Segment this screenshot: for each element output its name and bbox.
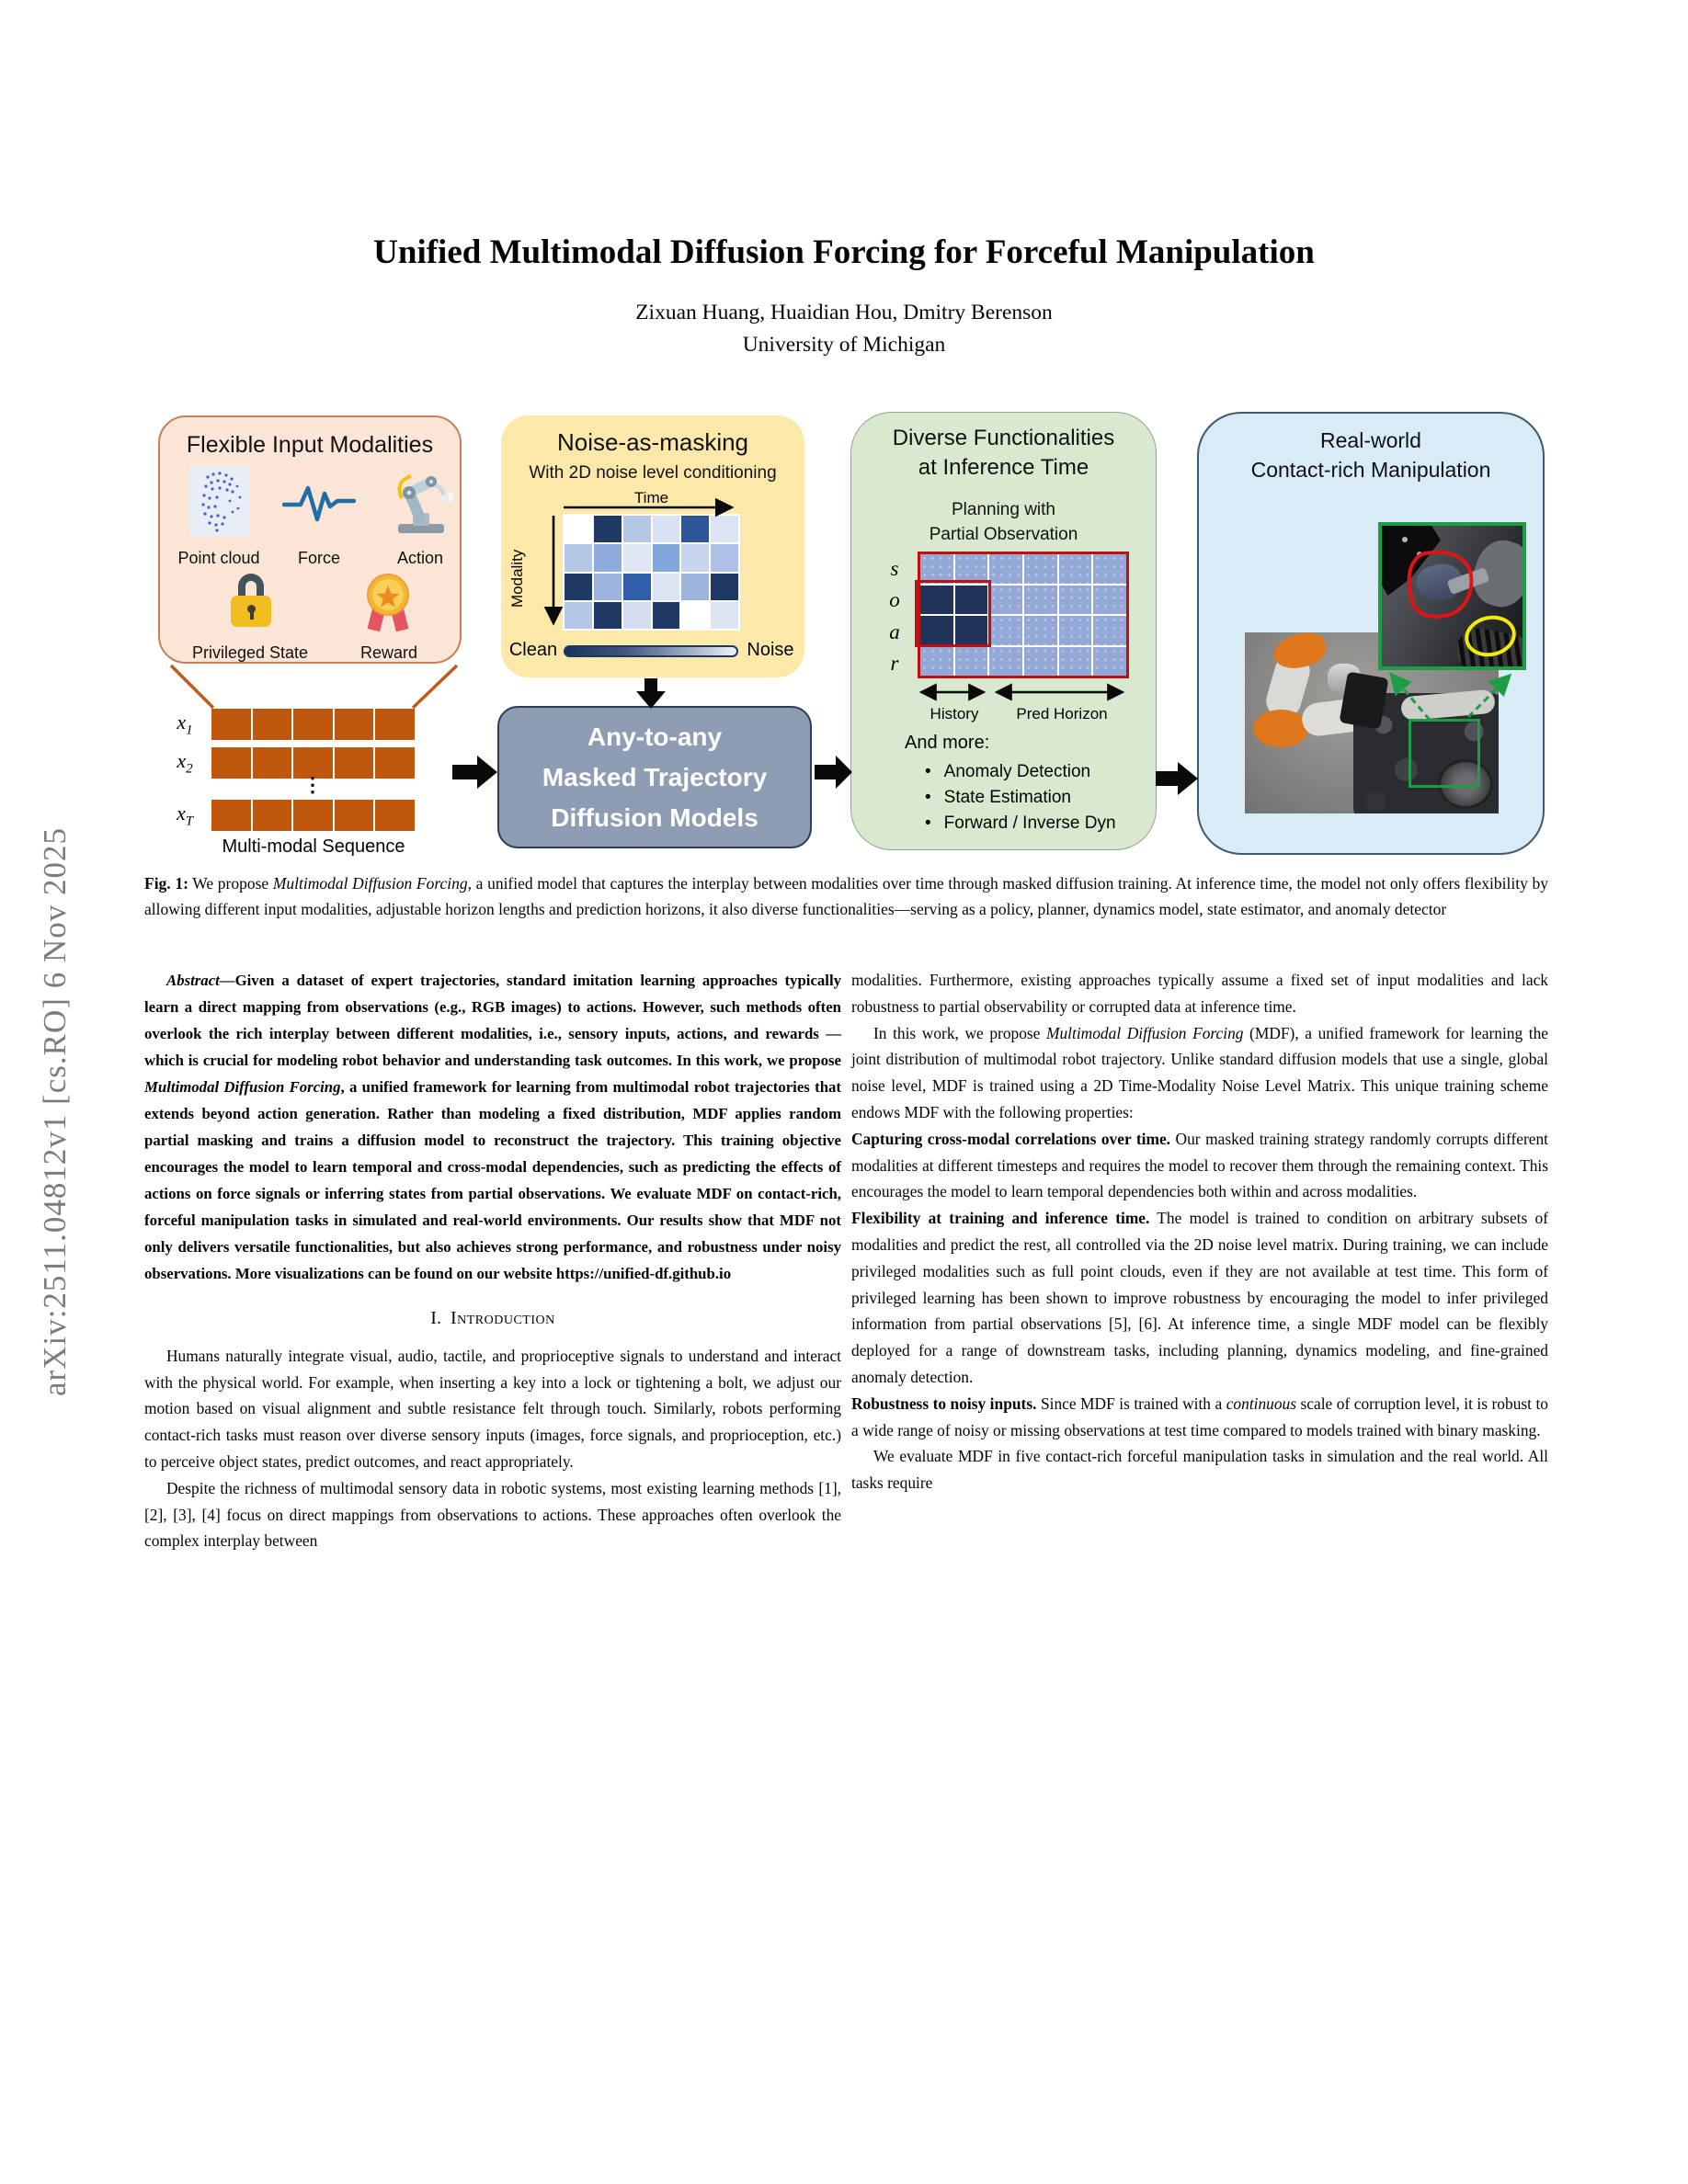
sequence-row-1	[158, 709, 415, 740]
body-text: In this work, we propose	[873, 1023, 1046, 1042]
zoom-inset-image	[1378, 522, 1526, 670]
planning-cell	[1024, 616, 1057, 645]
clean-noise-gradient-bar	[564, 645, 738, 657]
and-more-label: And more:	[905, 733, 990, 753]
abstract-italic: Multimodal Diffusion Forcing	[144, 1078, 341, 1096]
sequence-cell	[375, 800, 415, 831]
reward-medal-icon	[363, 572, 415, 634]
bullet-state-estimation	[925, 788, 1146, 808]
paper-title: Unified Multimodal Diffusion Forcing for Forceful Manipulation	[373, 233, 1315, 271]
sequence-cell	[211, 747, 251, 779]
noise-cell	[565, 602, 592, 629]
intro-paragraph-2: Despite the richness of multimodal sensory data in robotic systems, most existing learning methods [1], [2], [3], [4] focus on direct mappings from observations to actions. These approaches often overlook the complex interplay between	[144, 1478, 841, 1551]
sequence-label-x2: $x_2$	[177, 748, 193, 777]
flow-arrow-down	[636, 678, 666, 709]
bold-lead-in: Capturing cross-modal correlations over time.	[851, 1129, 1171, 1148]
panel-real-title-line2: Contact-rich Manipulation	[1250, 458, 1491, 482]
bold-lead-in: Flexibility at training and inference time.	[851, 1209, 1150, 1228]
model-box-line2: Masked Trajectory	[542, 762, 768, 791]
abstract-label: Abstract—	[166, 972, 235, 989]
sequence-cell	[253, 800, 292, 831]
sequence-label-xT: $x_T$	[176, 801, 194, 829]
sequence-cell	[375, 709, 415, 740]
body-paragraph-continuation: modalities. Furthermore, existing approaches typically assume a fixed set of input modalities and lack robustness to partial observability or corrupted data at inference time.	[851, 971, 1548, 1016]
noise-cell	[565, 574, 592, 600]
label-reward: Reward	[359, 643, 418, 662]
lock-icon	[224, 572, 278, 632]
planning-cell-masked	[920, 586, 953, 615]
noise-cell	[623, 544, 651, 571]
panel-input-modalities	[158, 415, 462, 664]
noise-cell	[653, 602, 680, 629]
noise-cell	[594, 602, 622, 629]
two-column-body	[144, 967, 1548, 1554]
sequence-cell	[375, 747, 415, 779]
robot-gripper	[1339, 672, 1388, 730]
noise-cell	[594, 544, 622, 571]
clean-label: Clean	[508, 640, 558, 660]
body-text: scale of corruption level, it is robust to a wide range of noisy or missing observations at test time compared to models trained with binary masking.	[851, 1393, 1549, 1439]
body-text: The model is trained to condition on arbitrary subsets of modalities and predict the rest, all controlled via the 2D noise level matrix. During training, we can include privileged modalities such as full point clouds, even if they are not available at test time. This form of privileged learning has been shown to improve robustness by encouraging the model to infer privileged information from partial observations [5], [6]. At inference time, a single MDF model can be flexibly deployed for a range of downstream tasks, including planning, dynamics modeling, and fine-grained anomaly detection.	[851, 1209, 1548, 1386]
planning-cell-masked	[955, 586, 988, 615]
noise-cell	[681, 602, 709, 629]
bullet-text: Forward / Inverse Dyn	[943, 813, 1116, 833]
noise-cell	[565, 544, 592, 571]
noise-cell	[711, 574, 738, 600]
body-text: Our masked training strategy randomly corrupts different modalities at different timesteps and requires the model to recover them through the remaining context. This encourages the model to learn temporal dependencies both within and across modalities.	[851, 1129, 1548, 1201]
sequence-row-2	[158, 747, 415, 779]
planning-cell-masked	[920, 616, 953, 645]
panel-real-title-line1: Real-world	[1320, 428, 1421, 452]
diffusion-model-box	[497, 706, 812, 848]
panel-noise-subtitle: With 2D noise level conditioning	[529, 463, 777, 483]
panel-functions-subtitle-line1: Planning with	[951, 500, 1056, 519]
sequence-cells	[211, 800, 415, 831]
planning-cell	[989, 616, 1022, 645]
noise-cell	[681, 574, 709, 600]
label-action: Action	[396, 549, 444, 567]
row-label-r: r	[890, 652, 899, 675]
body-italic: Multimodal Diffusion Forcing	[1046, 1023, 1244, 1042]
body-text: Since MDF is trained with a	[1036, 1393, 1226, 1413]
planning-cell-masked	[955, 616, 988, 645]
noise-cell	[623, 516, 651, 542]
sequence-cell	[253, 747, 292, 779]
sequence-cell	[211, 709, 251, 740]
planning-cell	[955, 554, 988, 584]
section-title: Introduction	[450, 1308, 555, 1328]
robot-orange-elbow	[1253, 710, 1308, 747]
planning-cell	[920, 647, 953, 677]
bullet-text: Anomaly Detection	[943, 762, 1091, 781]
caption-italic: Multimodal Diffusion Forcing	[272, 874, 468, 893]
sequence-label-x1: $x_1$	[177, 710, 193, 738]
sequence-row-T	[158, 800, 415, 831]
sequence-cell	[335, 709, 374, 740]
noise-cell	[653, 574, 680, 600]
flow-arrow-right-3	[1156, 762, 1198, 795]
row-label-a: a	[889, 620, 900, 643]
red-annotation-outline	[1403, 545, 1478, 621]
bullet-anomaly-detection	[925, 762, 1146, 782]
bullet-icon: •	[925, 813, 931, 833]
abstract-text: , a unified framework for learning from multimodal robot trajectories that extends beyond action generation. Rather than modeling a fixed distribution, MDF applies random partial masking and trains a diffusion model to reconstruct the trajectory. This training objective encourages the model to learn temporal and cross-modal dependencies, such as predicting the effects of actions on force signals or inferring states from partial observations. We evaluate MDF on contact-rich, forceful manipulation tasks in simulated and real-world environments. Our results show that MDF not only delivers versatile functionalities, but also achieves strong performance, and robustness under noisy observations. More visualizations can be found on our website https://unified-df.github.io	[144, 1078, 842, 1282]
arxiv-watermark: arXiv:2511.04812v1 [cs.RO] 6 Nov 2025	[37, 827, 73, 1397]
paper-authors: Zixuan Huang, Huaidian Hou, Dmitry Berenson	[635, 301, 1053, 324]
planning-cell	[1059, 616, 1092, 645]
label-point-cloud: Point cloud	[177, 549, 260, 567]
noise-cell	[653, 516, 680, 542]
planning-cell	[1093, 616, 1126, 645]
noise-label: Noise	[747, 640, 794, 660]
point-cloud-icon	[189, 466, 250, 540]
model-box-line1: Any-to-any	[587, 722, 723, 751]
flow-arrow-right-2	[815, 756, 852, 789]
planning-cell	[1024, 586, 1057, 615]
sequence-cell	[335, 747, 374, 779]
planning-cell	[989, 554, 1022, 584]
planning-cell	[1059, 554, 1092, 584]
right-column	[851, 967, 1548, 1554]
bullet-text: State Estimation	[943, 788, 1071, 807]
noise-cell	[653, 544, 680, 571]
panel-noise-as-masking	[501, 415, 804, 677]
body-paragraph-evaluation: We evaluate MDF in five contact-rich forceful manipulation tasks in simulation and the real world. All tasks require	[851, 1447, 1548, 1493]
noise-cell	[623, 602, 651, 629]
section-heading-introduction	[144, 1305, 841, 1332]
body-paragraph-robustness	[851, 1391, 1548, 1444]
sequence-cell	[293, 800, 333, 831]
noise-cell	[594, 574, 622, 600]
label-force: Force	[297, 549, 341, 567]
noise-cell	[565, 516, 592, 542]
label-privileged-state: Privileged State	[191, 643, 309, 662]
planning-cell	[1024, 647, 1057, 677]
figure-caption	[144, 871, 1548, 922]
planning-cell	[989, 586, 1022, 615]
funnel-line-left	[171, 665, 213, 708]
sequence-cell	[211, 800, 251, 831]
row-label-o: o	[889, 588, 900, 611]
planning-cell	[989, 647, 1022, 677]
panel-diverse-functionalities	[850, 412, 1157, 850]
left-column	[144, 967, 841, 1554]
panel-input-title: Flexible Input Modalities	[186, 432, 434, 458]
model-box-line3: Diffusion Models	[551, 802, 758, 832]
force-signal-icon	[282, 477, 356, 533]
body-paragraph-capturing	[851, 1126, 1548, 1205]
body-italic: continuous	[1226, 1393, 1297, 1413]
row-label-s: s	[890, 557, 899, 580]
section-number: I.	[430, 1308, 441, 1328]
noise-cell	[681, 516, 709, 542]
bullet-forward-inverse-dyn	[925, 813, 1146, 834]
bullet-icon: •	[925, 788, 931, 807]
noise-grid	[563, 514, 740, 631]
planning-cell	[920, 554, 953, 584]
panel-real-world	[1197, 412, 1545, 855]
sequence-cell	[253, 709, 292, 740]
sequence-caption: Multi-modal Sequence	[222, 836, 405, 857]
sequence-cells	[211, 709, 415, 740]
sequence-ellipsis: ⋮	[302, 773, 323, 796]
figure-1	[0, 404, 1688, 869]
noise-cell	[711, 516, 738, 542]
inset-screw	[1402, 537, 1408, 542]
modality-axis-label: Modality	[508, 549, 526, 609]
caption-text: We propose	[188, 874, 273, 893]
planning-cell	[955, 647, 988, 677]
pred-horizon-label: Pred Horizon	[1016, 705, 1108, 722]
time-axis-label: Time	[633, 489, 669, 506]
panel-functions-subtitle-line2: Partial Observation	[929, 525, 1078, 544]
intro-paragraph-1: Humans naturally integrate visual, audio, tactile, and proprioceptive signals to understand and interact with the physical world. For example, when inserting a key into a lock or tightening a bolt, we adjust our motion based on visual alignment and subtle resistance felt through touch. Similarly, robots performing contact-rich tasks must reason over diverse sensory inputs (images, force signals, and proprioception, etc.) to perceive object states, predict outcomes, and react appropriately.	[144, 1346, 841, 1471]
planning-cell	[1093, 647, 1126, 677]
figure-caption-label: Fig. 1:	[144, 874, 188, 893]
sequence-cell	[293, 709, 333, 740]
sequence-cell	[335, 800, 374, 831]
flow-arrow-right-1	[452, 756, 497, 789]
body-paragraph-mdf	[851, 1020, 1548, 1126]
planning-grid	[918, 552, 1129, 678]
noise-cell	[594, 516, 622, 542]
history-label: History	[930, 705, 979, 722]
noise-cell	[711, 544, 738, 571]
panel-noise-title: Noise-as-masking	[556, 428, 749, 456]
bullet-icon: •	[925, 762, 931, 781]
body-paragraph-flexibility	[851, 1205, 1548, 1391]
paper-affiliation: University of Michigan	[742, 333, 946, 357]
caption-text: , a unified model that captures the interplay between modalities over time through masked diffusion training. At inference time, the model not only offers flexibility by allowing different input modalities, adjustable horizon lengths and prediction horizons, it also diverse functionalities—serving as a policy, planner, dynamics model, state estimator, and anomaly detector	[144, 874, 1548, 918]
planning-cell	[1059, 647, 1092, 677]
abstract-paragraph	[144, 967, 841, 1287]
zoom-region-outline	[1409, 719, 1480, 788]
noise-cell	[681, 544, 709, 571]
noise-cell	[711, 602, 738, 629]
body-text: (MDF), a unified framework for learning the joint distribution of multimodal robot trajectory. Unlike standard diffusion models that use a single, global noise level, MDF is trained using a 2D Time-Modality Noise Level Matrix. This unique training scheme endows MDF with the following properties:	[851, 1023, 1548, 1121]
noise-cell	[623, 574, 651, 600]
abstract-text: Given a dataset of expert trajectories, standard imitation learning approaches typically learn a direct mapping from observations (e.g., RGB images) to actions. However, such methods often overlook the rich interplay between different modalities, i.e., sensory inputs, actions, and rewards — which is crucial for modeling robot behavior and understanding task outcomes. In this work, we propose	[144, 972, 841, 1069]
funnel-line-right	[413, 665, 457, 708]
bold-lead-in: Robustness to noisy inputs.	[851, 1393, 1037, 1413]
robot-arm-icon	[383, 465, 457, 541]
planning-cell	[1093, 554, 1126, 584]
planning-cell	[1024, 554, 1057, 584]
panel-functions-title-line2: at Inference Time	[918, 455, 1089, 480]
panel-functions-title-line1: Diverse Functionalities	[892, 426, 1115, 450]
planning-cell	[1059, 586, 1092, 615]
planning-cell	[1093, 586, 1126, 615]
